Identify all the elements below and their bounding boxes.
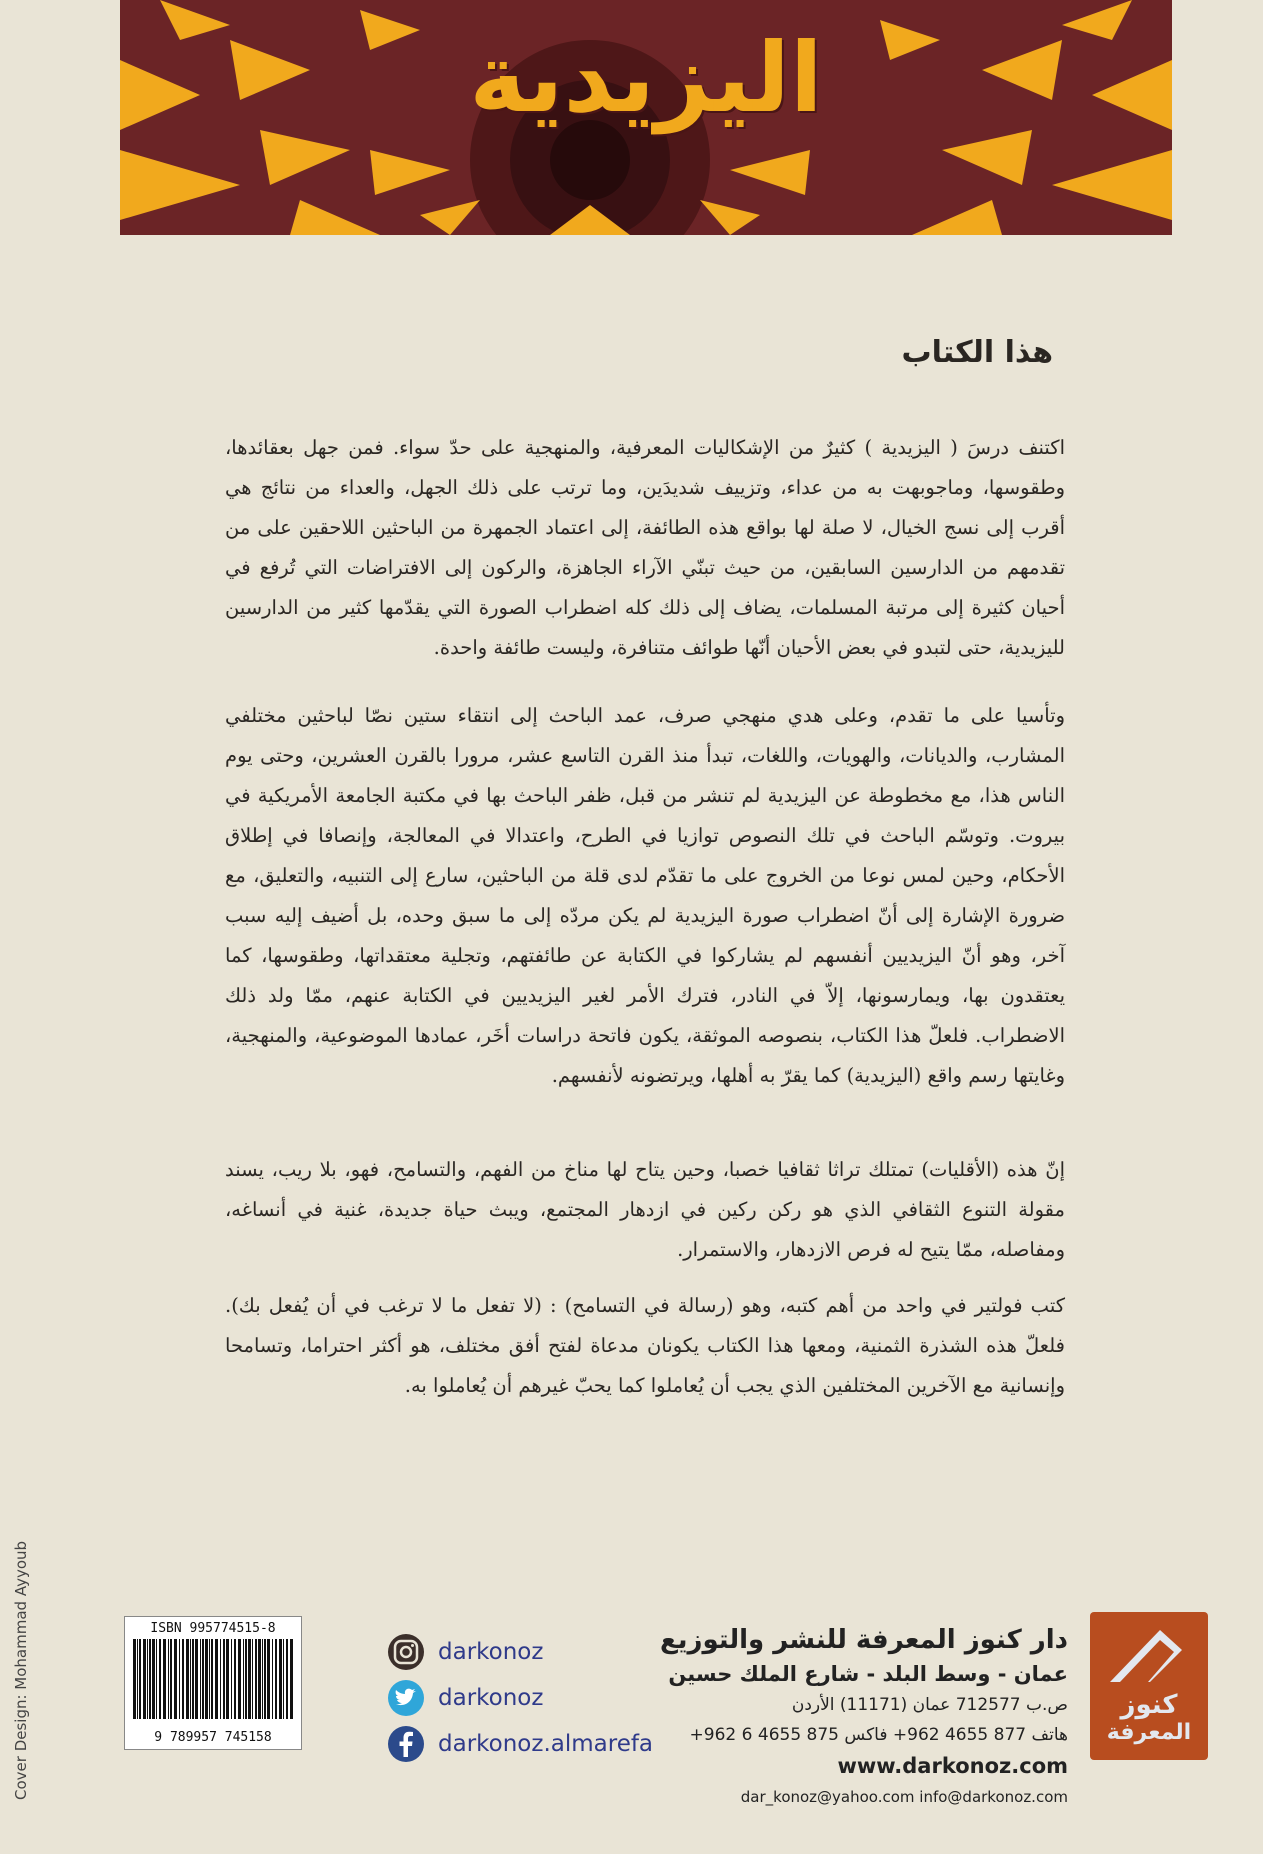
barcode-bar <box>226 1639 229 1719</box>
barcode-bar <box>243 1639 244 1719</box>
social-instagram[interactable] <box>388 1632 543 1672</box>
instagram-icon <box>388 1634 424 1670</box>
facebook-icon <box>388 1726 424 1762</box>
paragraph-1: اكتنف درسَ ( اليزيدية ) كثيرٌ من الإشكاليات المعرفية، والمنهجية على حدّ سواء. فمن جهل بعقائدها، وطقوسها، وماجوبهت به من عداء، وتزييف شديدَين، وما ترتب على ذلك الجهل، والعداء من نتائج هي أقرب إلى نسج الخيال، لا صلة لها بواقع هذه الطائفة، إلى اعتماد الجمهرة من الباحثين اللاحقين على من تقدمهم من الدارسين السابقين، من حيث تبنّي الآراء الجاهزة، والركون إلى الافتراضات التي تُرفع في أحيان كثيرة إلى مرتبة المسلمات، يضاف إلى ذلك كله اضطراب الصورة التي يقدّمها كثير من الدارسين لليزيدية، حتى لتبدو في بعض الأحيان أنّها طوائف متنافرة، وليست طائفة واحدة. <box>225 436 1065 659</box>
barcode-bar <box>215 1639 218 1719</box>
barcode-bar <box>209 1639 210 1719</box>
logo-line-1: كنوز <box>1120 1690 1178 1720</box>
barcode-bar <box>179 1639 180 1719</box>
social-label: darkonoz.almarefa <box>438 1731 654 1757</box>
barcode-bars <box>133 1639 293 1719</box>
barcode-bar <box>147 1639 148 1719</box>
barcode-bar <box>137 1639 138 1719</box>
barcode-bar <box>202 1639 204 1719</box>
publisher-website[interactable]: www.darkonoz.com <box>837 1754 1068 1778</box>
barcode-bar <box>190 1639 191 1719</box>
publisher-logo <box>1090 1612 1208 1760</box>
paragraph-2: وتأسيا على ما تقدم، وعلى هدي منهجي صرف، عمد الباحث إلى انتقاء ستين نصّا لباحثين مختلفي المشارب، والديانات، والهويات، واللغات، تبدأ منذ القرن التاسع عشر، مرورا بالقرن العشرين، وحتى يوم الناس هذا، مع مخطوطة عن اليزيدية لم تنشر من قبل، ظفر الباحث بها في مكتبة الجامعة الأمريكية في بيروت. وتوسّم الباحث في تلك النصوص توازيا في الطرح، واعتدالا في المعالجة، وإنصافا في إطلاق الأحكام، وحين لمس نوعا من الخروج على ما تقدّم لدى قلة من الباحثين، سارع إلى التنبيه، والتعليق، مع ضرورة الإشارة إلى أنّ اضطراب صورة اليزيدية لم يكن مردّه إلى ما سبق وحده، بل أضيف إليه سبب آخر، وهو أنّ اليزيديين أنفسهم لم يشاركوا في الكتابة عن طائفتهم، وتجلية معتقداتها، وطقوسها، كما يعتقدون بها، ويمارسونها، إلاّ في النادر، فترك الأمر لغير اليزيديين في الكتابة عنهم، ممّا ولد ذلك الاضطراب. فلعلّ هذا الكتاب، بنصوصه الموثقة، يكون فاتحة دراسات أخَر، عمادها الموضوعية، والمنهجية، وغايتها رسم واقع (اليزيدية) كما يقرّ به أهلها، ويرتضونه لأنفسهم. <box>225 704 1065 1087</box>
barcode-bar <box>220 1639 221 1719</box>
barcode-bar <box>248 1639 251 1719</box>
barcode-bar <box>143 1639 146 1719</box>
barcode-bar <box>234 1639 236 1719</box>
barcode-bar <box>275 1639 277 1719</box>
barcode-bar <box>139 1639 141 1719</box>
barcode-bar <box>238 1639 241 1719</box>
barcode-bar <box>258 1639 261 1719</box>
isbn-label: ISBN 995774515-8 <box>150 1621 276 1636</box>
barcode-digits: 9 789957 745158 <box>154 1730 272 1745</box>
barcode-bar <box>255 1639 257 1719</box>
section-heading: هذا الكتاب <box>901 335 1053 370</box>
barcode-bar <box>290 1639 293 1719</box>
logo-line-2: المعرفة <box>1106 1720 1192 1745</box>
social-twitter[interactable] <box>388 1678 543 1718</box>
barcode-bar <box>200 1639 201 1719</box>
barcode-bar <box>231 1639 232 1719</box>
barcode-bar <box>159 1639 161 1719</box>
barcode-bar <box>186 1639 189 1719</box>
social-label: darkonoz <box>438 1639 544 1665</box>
barcode-bar <box>149 1639 151 1719</box>
design-credit: Cover Design: Mohammad Ayyoub <box>12 1540 30 1800</box>
barcode-bar <box>195 1639 198 1719</box>
book-title: اليزيدية <box>469 22 823 134</box>
publisher-emails[interactable]: dar_konoz@yahoo.com info@darkonoz.com <box>740 1788 1068 1806</box>
barcode-bar <box>152 1639 155 1719</box>
barcode-bar <box>252 1639 253 1719</box>
publisher-info <box>598 1622 1068 1812</box>
barcode-bar <box>168 1639 169 1719</box>
barcode-bar <box>245 1639 247 1719</box>
barcode-bar <box>279 1639 282 1719</box>
barcode-bar <box>205 1639 208 1719</box>
barcode-bar <box>170 1639 172 1719</box>
barcode-bar <box>267 1639 270 1719</box>
barcode-bar <box>192 1639 194 1719</box>
barcode-bar <box>264 1639 266 1719</box>
publisher-name: دار كنوز المعرفة للنشر والتوزيع <box>659 1625 1068 1655</box>
barcode-bar <box>182 1639 184 1719</box>
barcode-bar <box>262 1639 263 1719</box>
logo-book-icon <box>1090 1612 1208 1692</box>
publisher-pobox: ص.ب 712577 عمان (11171) الأردن <box>791 1695 1068 1715</box>
cover-banner <box>120 0 1172 235</box>
publisher-address: عمان - وسط البلد - شارع الملك حسين <box>668 1662 1068 1686</box>
paragraph-3: إنّ هذه (الأقليات) تمتلك تراثا ثقافيا خصبا، وحين يتاح لها مناخ من الفهم، والتسامح، فهو، بلا ريب، يسند مقولة التنوع الثقافي الذي هو ركن ركين في ازدهار المجتمع، ويبث حياة جديدة، غنية في أنساغه، ومفاصله، ممّا يتيح له فرص الازدهار، والاستمرار. <box>225 1158 1065 1261</box>
barcode-bar <box>156 1639 157 1719</box>
twitter-icon <box>388 1680 424 1716</box>
publisher-phone: هاتف 877 4655 962+ فاكس 875 4655 6 962+ <box>689 1725 1068 1745</box>
barcode-bar <box>223 1639 225 1719</box>
paragraph-4: كتب فولتير في واحد من أهم كتبه، وهو (رسالة في التسامح) : (لا تفعل ما لا ترغب في أن يُفعل بك). فلعلّ هذه الشذرة الثمنية، ومعها هذا الكتاب يكونان مدعاة لفتح أفق مختلف، هو أكثر احتراما، وتسامحا وإنسانية مع الآخرين المختلفين الذي يجب أن يُعاملوا كما يحبّ غيرهم أن يُعاملوا به. <box>225 1294 1065 1397</box>
barcode-bar <box>283 1639 284 1719</box>
barcode-bar <box>211 1639 213 1719</box>
barcode-bar <box>163 1639 166 1719</box>
barcode-bar <box>286 1639 288 1719</box>
barcode-bar <box>133 1639 136 1719</box>
barcode-block <box>124 1616 302 1750</box>
social-label: darkonoz <box>438 1685 544 1711</box>
barcode-bar <box>272 1639 273 1719</box>
barcode-bar <box>174 1639 177 1719</box>
